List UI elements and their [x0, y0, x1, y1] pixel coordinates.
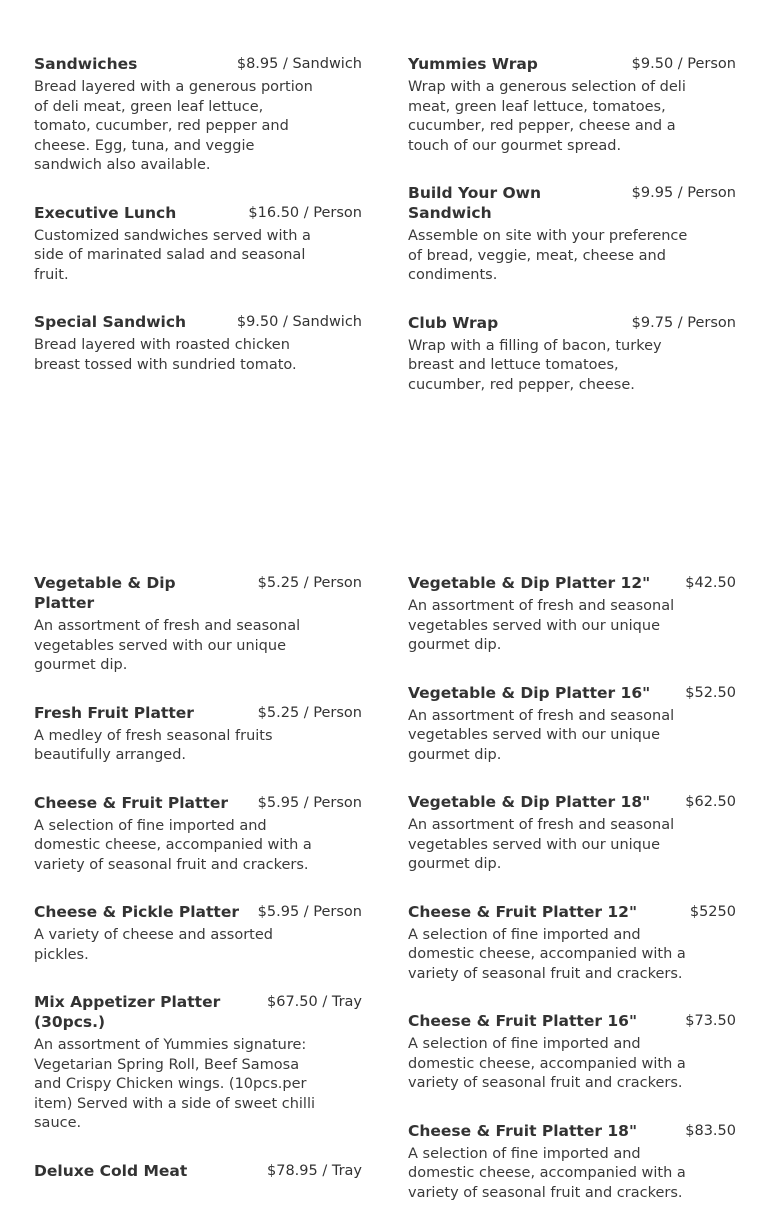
item-description: An assortment of fresh and seasonal vegetables served with our unique gourmet dip.	[408, 707, 675, 763]
item-name: Yummies Wrap	[408, 55, 538, 73]
item-price: $8.95 / Sandwich	[236, 56, 362, 72]
menu-item	[34, 992, 362, 1134]
menu-item	[34, 703, 362, 766]
item-description: A selection of fine imported and domestic cheese, accompanied with a variety of seasonal fruit and crackers.	[408, 1145, 686, 1201]
item-price: $73.50	[685, 1013, 736, 1029]
item-price: $67.50 / Tray	[267, 994, 362, 1010]
menu-column-right	[408, 573, 736, 1230]
item-description: An assortment of fresh and seasonal vegetables served with our unique gourmet dip.	[34, 618, 301, 673]
item-price: $5250	[689, 903, 736, 920]
menu-item	[34, 793, 362, 876]
item-price: $5.25 / Person	[257, 575, 362, 591]
item-name: Cheese & Fruit Platter 12"	[408, 902, 638, 921]
item-price: $9.75 / Person	[631, 314, 736, 331]
menu-item	[408, 1011, 736, 1094]
item-description: An assortment of fresh and seasonal vegetables served with our unique gourmet dip.	[408, 598, 675, 653]
item-name: Cheese & Fruit Platter	[34, 793, 228, 812]
item-description: Customized sandwiches served with a side of marinated salad and seasonal fruit.	[34, 227, 311, 283]
item-price: $9.95 / Person	[631, 185, 736, 201]
item-name: Deluxe Cold Meat	[34, 1161, 188, 1180]
menu-item	[408, 1121, 736, 1204]
menu-item	[408, 792, 736, 875]
item-name: Vegetable & Dip Platter 12"	[408, 574, 651, 592]
item-description: Wrap with a filling of bacon, turkey breast and lettuce tomatoes, cucumber, red pepper, cheese.	[408, 337, 662, 393]
item-description: A selection of fine imported and domestic cheese, accompanied with a variety of seasonal fruit and crackers.	[408, 1036, 686, 1091]
item-name: Build Your Own Sandwich	[408, 184, 542, 222]
item-description: An assortment of Yummies signature: Vegetarian Spring Roll, Beef Samosa and Crispy Chicken wings. (10pcs.per item) Served with a side of sweet chilli sauce.	[34, 1037, 316, 1131]
menu-item	[408, 683, 736, 766]
item-description: Assemble on site with your preference of bread, veggie, meat, cheese and condiments.	[408, 228, 688, 283]
item-name: Cheese & Fruit Platter 16"	[408, 1012, 638, 1030]
menu-item	[34, 203, 362, 286]
item-price: $9.50 / Sandwich	[236, 314, 362, 330]
menu-column-right	[408, 54, 736, 422]
item-description: A selection of fine imported and domestic cheese, accompanied with a variety of seasonal fruit and crackers.	[34, 817, 312, 873]
item-name: Vegetable & Dip Platter	[34, 574, 176, 612]
menu-item	[34, 312, 362, 375]
item-description: A variety of cheese and assorted pickles.	[34, 927, 273, 963]
menu-item	[408, 183, 736, 286]
menu-column-left	[34, 54, 362, 422]
menu-item	[408, 313, 736, 396]
item-price: $42.50	[685, 575, 736, 591]
item-price: $5.25 / Person	[257, 704, 362, 721]
menu-column-left	[34, 573, 362, 1230]
item-price: $62.50	[685, 794, 736, 810]
item-price: $78.95 / Tray	[267, 1162, 362, 1179]
item-description: A selection of fine imported and domestic cheese, accompanied with a variety of seasonal fruit and crackers.	[408, 926, 686, 982]
item-price: $52.50	[685, 684, 736, 701]
item-price: $5.95 / Person	[257, 794, 362, 811]
item-price: $9.50 / Person	[631, 56, 736, 72]
item-description: Bread layered with a generous portion of deli meat, green leaf lettuce, tomato, cucumber, red pepper and cheese. Egg, tuna, and veggie sandwich also available.	[34, 79, 313, 173]
item-name: Fresh Fruit Platter	[34, 703, 194, 722]
item-description: An assortment of fresh and seasonal vegetables served with our unique gourmet dip.	[408, 817, 675, 872]
item-description: Bread layered with roasted chicken breast tossed with sundried tomato.	[34, 337, 297, 373]
item-name: Cheese & Fruit Platter 18"	[408, 1121, 638, 1140]
item-name: Executive Lunch	[34, 203, 177, 222]
item-name: Mix Appetizer Platter (30pcs.)	[34, 993, 221, 1031]
item-name: Special Sandwich	[34, 313, 187, 331]
menu-item	[34, 1161, 362, 1181]
menu-section-sandwiches	[34, 54, 736, 422]
item-name: Vegetable & Dip Platter 16"	[408, 683, 651, 702]
item-name: Sandwiches	[34, 55, 138, 73]
item-price: $83.50	[685, 1122, 736, 1139]
item-price: $5.95 / Person	[257, 904, 362, 920]
item-description: A medley of fresh seasonal fruits beautifully arranged.	[34, 727, 273, 763]
item-name: Club Wrap	[408, 313, 499, 332]
menu-item	[408, 54, 736, 156]
menu-item	[34, 902, 362, 965]
menu-item	[34, 573, 362, 676]
menu-item	[408, 902, 736, 985]
menu-section-platters	[34, 573, 736, 1230]
item-name: Vegetable & Dip Platter 18"	[408, 793, 651, 811]
item-price: $16.50 / Person	[248, 204, 362, 221]
menu-item	[408, 573, 736, 656]
item-description: Wrap with a generous selection of deli meat, green leaf lettuce, tomatoes, cucumber, red pepper, cheese and a touch of our gourmet spread.	[408, 79, 686, 154]
menu-item	[34, 54, 362, 176]
item-name: Cheese & Pickle Platter	[34, 903, 239, 921]
